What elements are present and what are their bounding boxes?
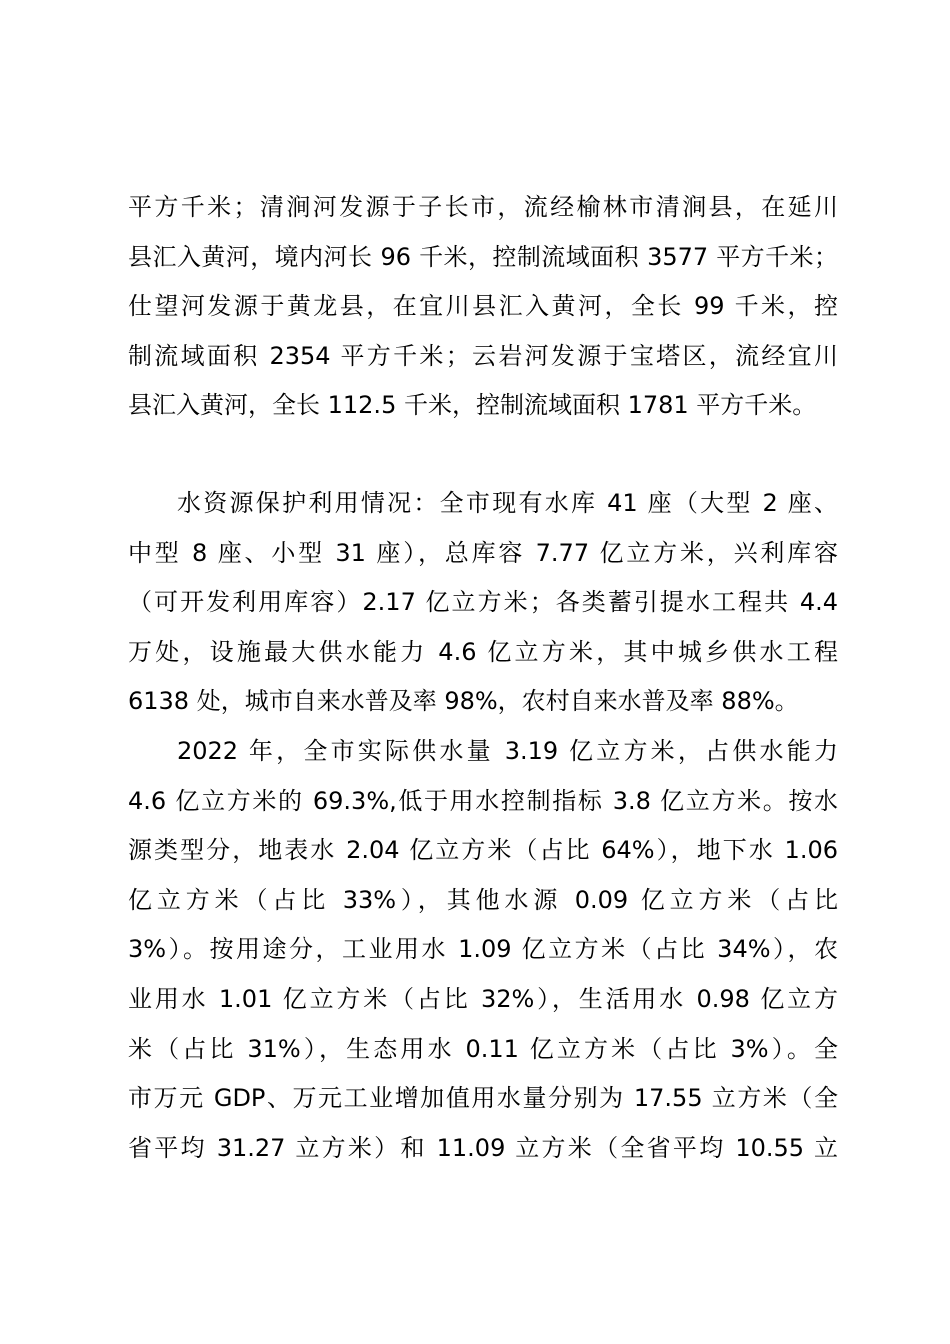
- text-line: 市万元 GDP、万元工业增加值用水量分别为 17.55 立方米（全: [128, 1084, 838, 1113]
- text-line: 制流域面积 2354 平方千米；云岩河发源于宝塔区，流经宜川: [128, 341, 838, 370]
- text-line: 2022 年，全市实际供水量 3.19 亿立方米，占供水能力: [177, 737, 838, 765]
- text-line: 源类型分，地表水 2.04 亿立方米（占比 64%），地下水 1.06: [128, 836, 838, 865]
- text-line: 4.6 亿立方米的 69.3%,低于用水控制指标 3.8 亿立方米。按水: [128, 786, 838, 815]
- text-line: 省平均 31.27 立方米）和 11.09 立方米（全省平均 10.55 立: [128, 1133, 838, 1162]
- text-line: 万处，设施最大供水能力 4.6 亿立方米，其中城乡供水工程: [128, 637, 838, 666]
- paragraph-water-resources: [128, 479, 838, 727]
- paragraph-rivers: [128, 183, 838, 431]
- text-line: 米（占比 31%），生态用水 0.11 亿立方米（占比 3%）。全: [128, 1034, 838, 1063]
- paragraph-water-supply-2022: [128, 727, 838, 1173]
- text-line: 3%）。按用途分，工业用水 1.09 亿立方米（占比 34%），农: [128, 935, 838, 964]
- text-line: 县汇入黄河，境内河长 96 千米，控制流域面积 3577 平方千米；: [128, 242, 838, 271]
- text-line: 县汇入黄河，全长 112.5 千米，控制流域面积 1781 平方千米。: [128, 391, 817, 420]
- text-line: 平方千米；清涧河发源于子长市，流经榆林市清涧县，在延川: [128, 193, 838, 221]
- text-line: 仕望河发源于黄龙县，在宜川县汇入黄河，全长 99 千米，控: [128, 292, 838, 321]
- text-line: 业用水 1.01 亿立方米（占比 32%），生活用水 0.98 亿立方: [128, 984, 838, 1013]
- text-line: 水资源保护利用情况：全市现有水库 41 座（大型 2 座、: [177, 489, 838, 517]
- text-line: 亿立方米（占比 33%），其他水源 0.09 亿立方米（占比: [128, 885, 838, 914]
- text-line: 中型 8 座、小型 31 座），总库容 7.77 亿立方米，兴利库容: [128, 538, 838, 567]
- text-line: （可开发利用库容）2.17 亿立方米；各类蓄引提水工程共 4.4: [128, 588, 838, 617]
- text-line: 6138 处，城市自来水普及率 98%，农村自来水普及率 88%。: [128, 687, 799, 716]
